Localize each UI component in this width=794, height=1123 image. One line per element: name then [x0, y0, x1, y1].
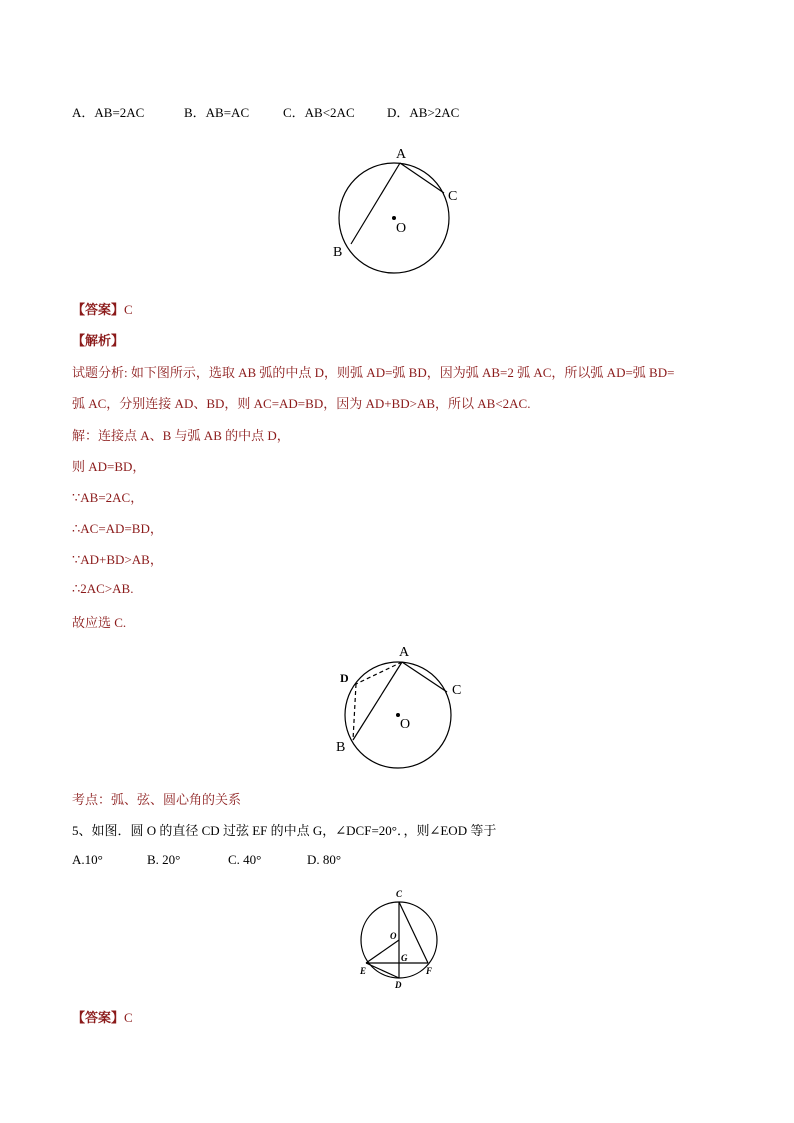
q5-option-c: C. 40°: [228, 852, 262, 867]
q4-option-c: C．AB<2AC: [283, 105, 355, 120]
fig1-label-o: O: [396, 221, 407, 236]
q4-answer-value: C: [124, 302, 133, 317]
q4-answer: [72, 299, 133, 318]
q4-option-b: B．AB=AC: [184, 105, 250, 120]
fig2-label-b: B: [336, 740, 346, 755]
fig3-label-e: E: [360, 966, 367, 976]
q5-question: 5、如图．圆 O 的直径 CD 过弦 EF 的中点 G，∠DCF=20°．，则∠EOD 等于: [72, 823, 497, 838]
q5-answer-value: C: [124, 1010, 133, 1025]
q5-answer-label: 【答案】: [72, 1010, 125, 1025]
q4-solution-line-3: ∵AB=2AC，: [72, 490, 144, 505]
fig3-label-f: F: [426, 966, 433, 976]
fig3-label-d: D: [395, 980, 402, 990]
q4-solution-line-7: 故应选 C.: [72, 615, 127, 630]
q4-solution-line-2: 则 AD=BD，: [72, 459, 146, 474]
q5-answer: [72, 1007, 133, 1026]
q5-figure: [350, 885, 450, 995]
fig2-chord-bd: [353, 684, 356, 740]
fig1-label-c: C: [448, 189, 458, 204]
fig2-label-d: D: [340, 671, 349, 685]
fig2-chord-ac: [402, 662, 447, 692]
fig2-label-c: C: [452, 683, 462, 698]
fig1-chord-ab: [351, 163, 400, 244]
q5-option-b: B. 20°: [147, 852, 181, 867]
fig3-segment-ed: [366, 963, 399, 978]
q5-option-a: A.10°: [72, 852, 103, 867]
q4-answer-label: 【答案】: [72, 302, 125, 317]
fig2-label-o: O: [400, 717, 411, 732]
q5-option-d: D. 80°: [307, 852, 342, 867]
q4-analysis-line-1: 试题分析: 如下图所示，选取 AB 弧的中点 D，则弧 AD=弧 BD，因为弧 AB=2 弧 AC，所以弧 AD=弧 BD=: [72, 365, 675, 380]
fig1-center-dot: [392, 216, 396, 220]
q4-analysis-label: 【解析】: [72, 333, 125, 348]
fig2-chord-ab: [353, 662, 402, 740]
q4-figure-2: [330, 640, 480, 775]
fig1-label-a: A: [396, 147, 407, 162]
fig2-label-a: A: [399, 645, 410, 660]
fig1-label-b: B: [333, 245, 343, 260]
q4-kaodian: 考点：弧、弦、圆心角的关系: [72, 792, 242, 807]
q4-analysis-line-2: 弧 AC，分别连接 AD、BD，则 AC=AD=BD，因为 AD+BD>AB，所以 AB<2AC.: [72, 396, 531, 411]
fig1-chord-ac: [400, 163, 444, 193]
fig3-segment-oe: [366, 940, 399, 963]
q4-solution-line-6: ∴2AC>AB.: [72, 581, 134, 596]
q4-solution-line-1: 解：连接点 A、B 与弧 AB 的中点 D，: [72, 428, 290, 443]
q4-figure-1: [320, 140, 480, 280]
fig3-label-o: O: [390, 931, 397, 941]
q4-option-d: D．AB>2AC: [387, 105, 460, 120]
fig3-label-c: C: [396, 889, 403, 899]
q4-option-a: A．AB=2AC: [72, 105, 145, 120]
fig3-label-g: G: [401, 953, 408, 963]
q4-solution-line-5: ∵AD+BD>AB，: [72, 552, 163, 567]
q4-solution-line-4: ∴AC=AD=BD，: [72, 521, 163, 536]
